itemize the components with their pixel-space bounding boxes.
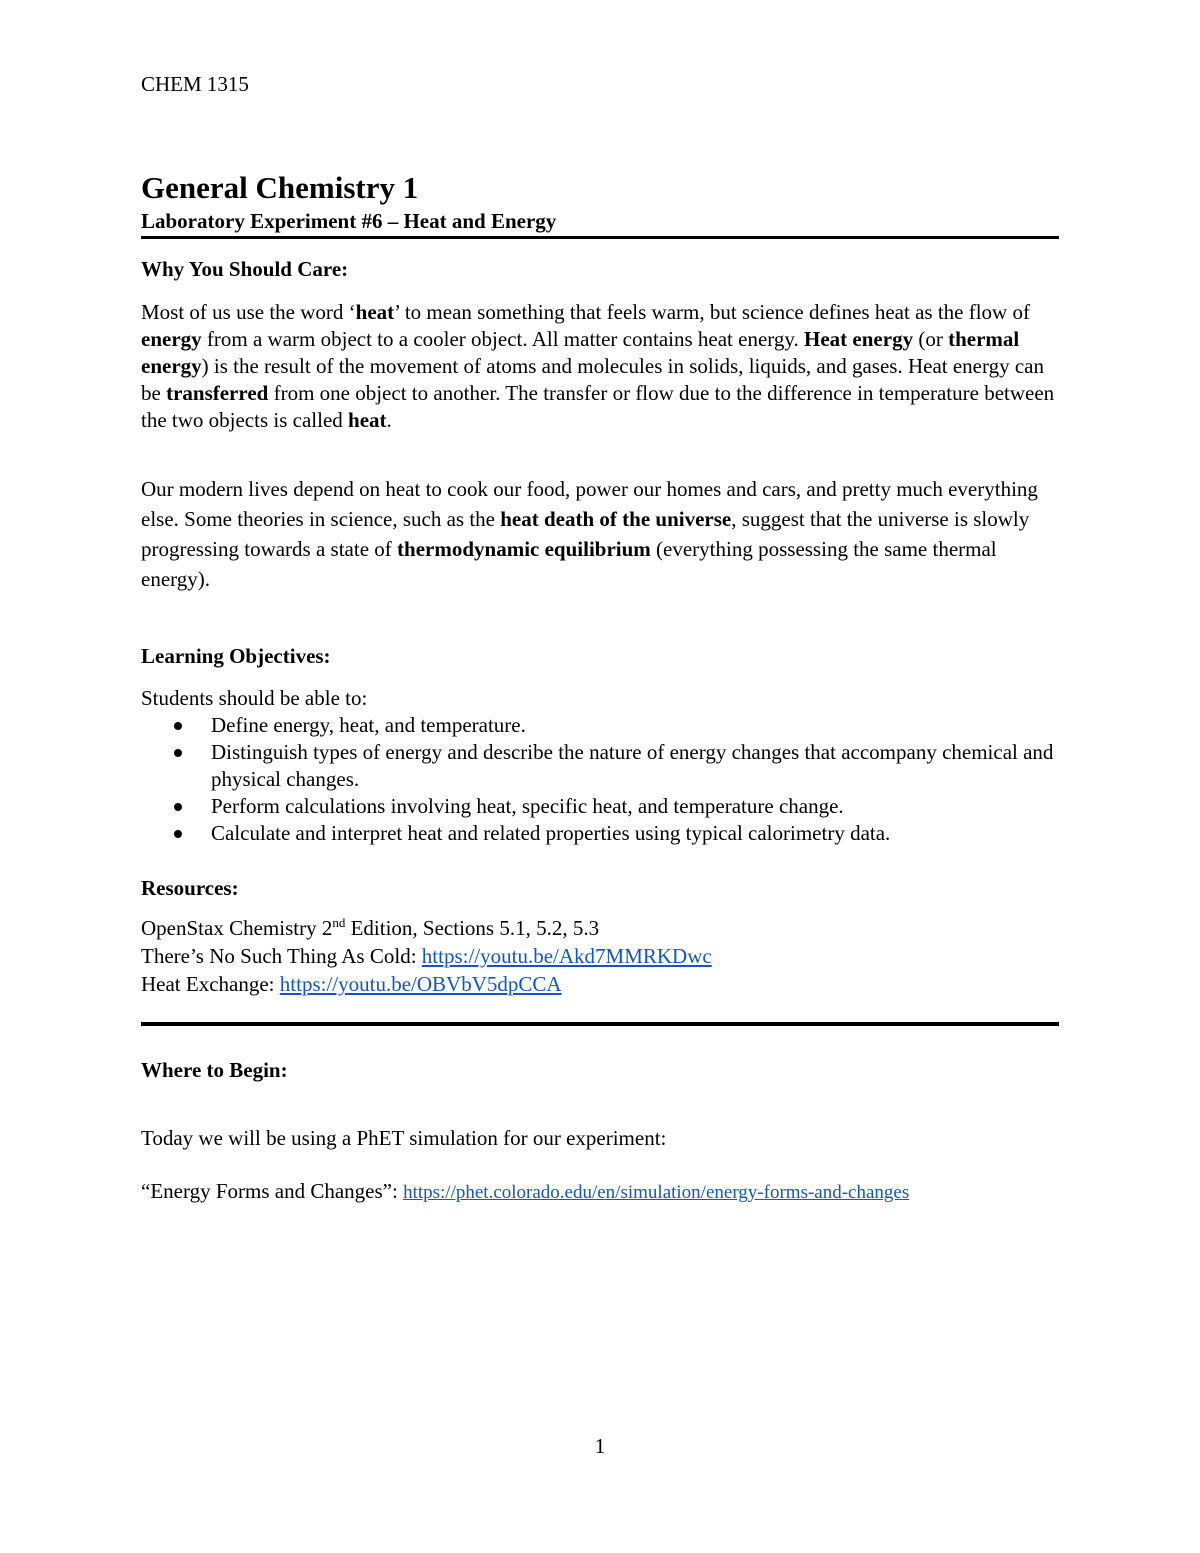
list-item: Calculate and interpret heat and related properties using typical calorimetry data.	[141, 820, 1059, 847]
begin-simulation-line: “Energy Forms and Changes”: https://phet.colorado.edu/en/simulation/energy-forms-and-changes	[141, 1179, 910, 1203]
resource-heat-exchange: Heat Exchange: https://youtu.be/OBVbV5dpCCA	[141, 972, 562, 996]
title-divider	[141, 236, 1059, 239]
resource-openstax: OpenStax Chemistry 2nd Edition, Sections 5.1, 5.2, 5.3	[141, 915, 600, 940]
list-item: Perform calculations involving heat, specific heat, and temperature change.	[141, 793, 1059, 820]
link-heat-exchange[interactable]: https://youtu.be/OBVbV5dpCCA	[279, 972, 562, 996]
page-number: 1	[594, 1434, 606, 1458]
resource-no-such-thing-as-cold: There’s No Such Thing As Cold: https://youtu.be/Akd7MMRKDwc	[141, 944, 712, 968]
begin-paragraph: Today we will be using a PhET simulation for our experiment:	[141, 1126, 667, 1150]
document-title: General Chemistry 1	[141, 170, 419, 205]
objectives-heading: Learning Objectives:	[141, 644, 331, 668]
bullet-icon	[174, 749, 182, 757]
bullet-icon	[174, 722, 182, 730]
list-item: Define energy, heat, and temperature.	[141, 712, 1059, 739]
why-paragraph-2: Our modern lives depend on heat to cook our food, power our homes and cars, and pretty much everything else. Some theories in science, such as the heat death of the universe, suggest that the universe is slowly progressing towards a state of thermodynamic equilibrium (everything possessing the same thermal energy).	[141, 477, 1038, 591]
section-divider	[141, 1022, 1059, 1026]
document-subtitle: Laboratory Experiment #6 – Heat and Energy	[141, 209, 557, 233]
resources-heading: Resources:	[141, 876, 239, 900]
link-phet-simulation[interactable]: https://phet.colorado.edu/en/simulation/energy-forms-and-changes	[403, 1182, 910, 1203]
bullet-icon	[174, 803, 182, 811]
list-item: Distinguish types of energy and describe the nature of energy changes that accompany chemical and physical changes.	[141, 739, 1059, 793]
bullet-icon	[174, 830, 182, 838]
objectives-list	[141, 712, 1059, 847]
why-heading: Why You Should Care:	[141, 257, 349, 281]
why-paragraph-1: Most of us use the word ‘heat’ to mean something that feels warm, but science defines heat as the flow of energy from a warm object to a cooler object. All matter contains heat energy. Heat energy (or thermal energy) is the result of the movement of atoms and molecules in solids, liquids, and gases. Heat energy can be transferred from one object to another. The transfer or flow due to the difference in temperature between the two objects is called heat.	[141, 300, 1055, 432]
objectives-intro: Students should be able to:	[141, 686, 368, 710]
link-no-such-thing-as-cold[interactable]: https://youtu.be/Akd7MMRKDwc	[421, 944, 712, 968]
begin-heading: Where to Begin:	[141, 1058, 288, 1082]
course-header: CHEM 1315	[141, 72, 249, 96]
